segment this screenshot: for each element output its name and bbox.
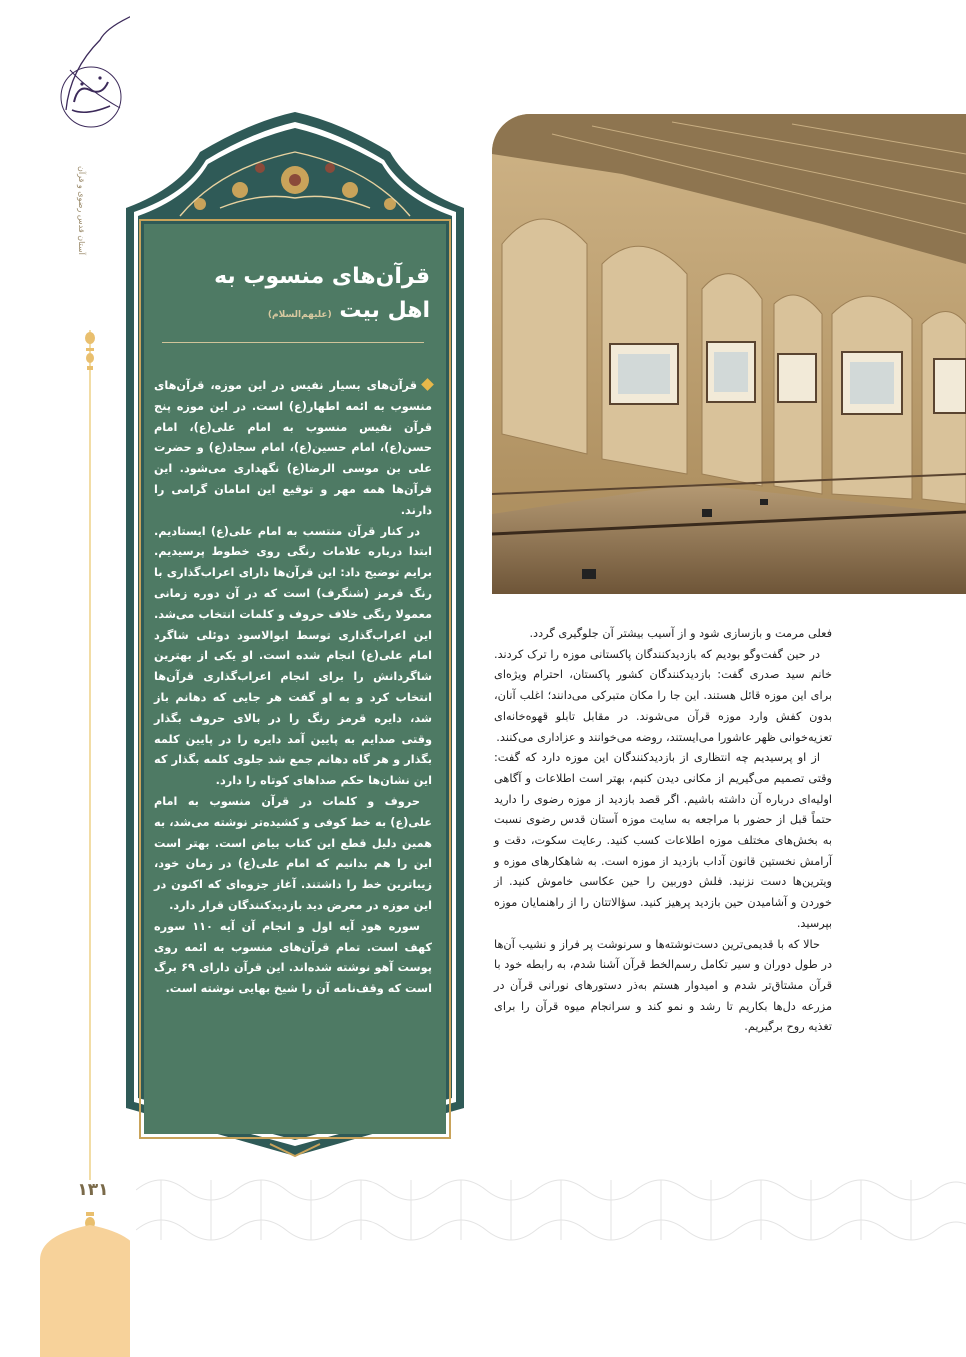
box-paragraph-1: قرآن‌های بسیار نفیس در این موزه، قرآن‌های منسوب به ائمه اطهار(ع) است. در این موزه پنج قرآن نفیس منسوب به امام علی(ع)، امام حسن(ع)، امام حسین(ع)، امام سجاد(ع) و حضرت علی بن موسی الرضا(ع) نگهداری می‌شود. این قرآن‌ها همه مهر و توقیع این امامان گرامی را دارند. — [154, 379, 432, 517]
box-title-line2: اهل بیت — [339, 298, 430, 323]
box-paragraph-2: در کنار قرآن منتسب به امام علی(ع) ایستادیم. ابتدا درباره علامات رنگی روی خطوط پرسیدیم. برایم توضیح داد: این قرآن‌ها دارای اعراب‌گذاری با رنگ قرمز (شنگرف) است که در آن دوره زمانی معمولا رنگی خلاف حروف و کلمات انتخاب می‌شد. این اعراب‌گذاری توسط ابوالاسود دوئلی شاگرد امام علی(ع) انجام شده است. او یکی از بهترین شاگردانش را برای انجام اعراب‌گذاری قرآن‌ها انتخاب کرد و به او گفت هر جایی که دهانم باز شد، دایره قرمز رنگ را در بالای حروف بگذار وقتی صدایم به پایین آمد دایره را در پایین کلمه بگذار و هر گاه دهانم جمع شد جلوی کلمه بگذار که این نشان‌ها حکم صداهای کوتاه را دارد. — [154, 524, 432, 788]
diamond-bullet-icon — [421, 378, 434, 391]
magazine-logo — [56, 62, 126, 132]
article-body — [494, 624, 832, 1038]
article-paragraph-3: از او پرسیدیم چه انتظاری از بازدیدکنندگان این موزه دارد که گفت: وقتی تصمیم می‌گیریم از مکانی دیدن کنیم، بهتر است اطلاعات و آگاهی اولیه‌ای درباره آن داشته باشیم. اگر قصد بازدید از موزه رضوی را دارید حتماً قبل از حضور با مراجعه به سایت موزه آستان قدس رضوی نسبت به بخش‌های مختلف موزه اطلاعات کسب کنید. رعایت سکوت، دقت و آرامش نخستین قانون آداب بازدید از موزه است. به شاهکارهای موزه و ویترین‌ها دست نزنید. فلش دوربین را حین عکاسی خاموش کنید. از خوردن و آشامیدن حین بازدید پرهیز کنید. سؤالاتتان را از راهنمایان موزه بپرسید. — [494, 751, 832, 930]
article-paragraph-2: در حین گفت‌وگو بودیم که بازدیدکنندگان پاکستانی موزه را ترک کردند. خانم سید صدری گفت: بازدیدکنندگان کشور پاکستان، احترام ویژه‌ای برای این موزه قائل هستند. این جا را مکان متبرکی می‌دانند؛ اغلب آنان، بدون کفش وارد موزه قرآن می‌شوند. در مقابل تابلو قهوه‌خانه‌ای تعزیه‌خوانی ظهر عاشورا می‌ایستند، روضه می‌خوانند و عزاداری می‌کنند. — [494, 647, 832, 744]
page-number: ۱۳۱ — [77, 1180, 109, 1200]
box-paragraph-4: سوره هود آیه اول و انجام آن آیه ۱۱۰ سوره کهف است. تمام قرآن‌های منسوب به ائمه روی پوست آهو نوشته شده‌اند. این قرآن دارای ۶۹ برگ است که وقف‌نامه آن را شیخ بهایی نوشته است. — [154, 919, 432, 996]
magazine-caption: آستان قدس رضوی و قرآن — [77, 165, 86, 255]
bottom-pattern-band — [136, 1170, 966, 1252]
box-body — [154, 376, 432, 1000]
article-paragraph-1: فعلی مرمت و بازسازی شود و از آسیب بیشتر آن جلوگیری گردد. — [529, 627, 832, 640]
box-title-line1: قرآن‌های منسوب به — [214, 264, 430, 289]
article-paragraph-4: حالا که با قدیمی‌ترین دست‌نوشته‌ها و سرنوشت پر فراز و نشیب آن‌ها در طول دوران و سیر تکامل رسم‌الخط قرآن آشنا شدم، به رابطه خود با قرآن مشتاق‌تر شدم و امیدوار هستم به‌ذر دستورهای نورانی قرآن در مزرعه دل‌ها بکاریم تا رشد و نمو کند و سرانجام میوه قرآن را برای تغذیه روح برگیریم. — [494, 937, 832, 1034]
honorific-glyph: (علیهم‌السلام) — [267, 310, 332, 320]
title-divider — [162, 342, 424, 343]
box-title — [150, 260, 430, 332]
box-paragraph-3: حروف و کلمات در قرآن منسوب به امام علی(ع) به خط کوفی و کشیده‌تر نوشته می‌شد، به همین دلیل قطع این کتاب بیاض است. بهتر است این را هم بدانیم که امام علی(ع) در زمان خود، زیباترین خط را داشتند. آغاز جزوه‌ای که اکنون در این موزه در معرض دید بازدیدکنندگان قرار دارد. — [154, 794, 432, 912]
museum-hall-photo — [492, 114, 966, 594]
